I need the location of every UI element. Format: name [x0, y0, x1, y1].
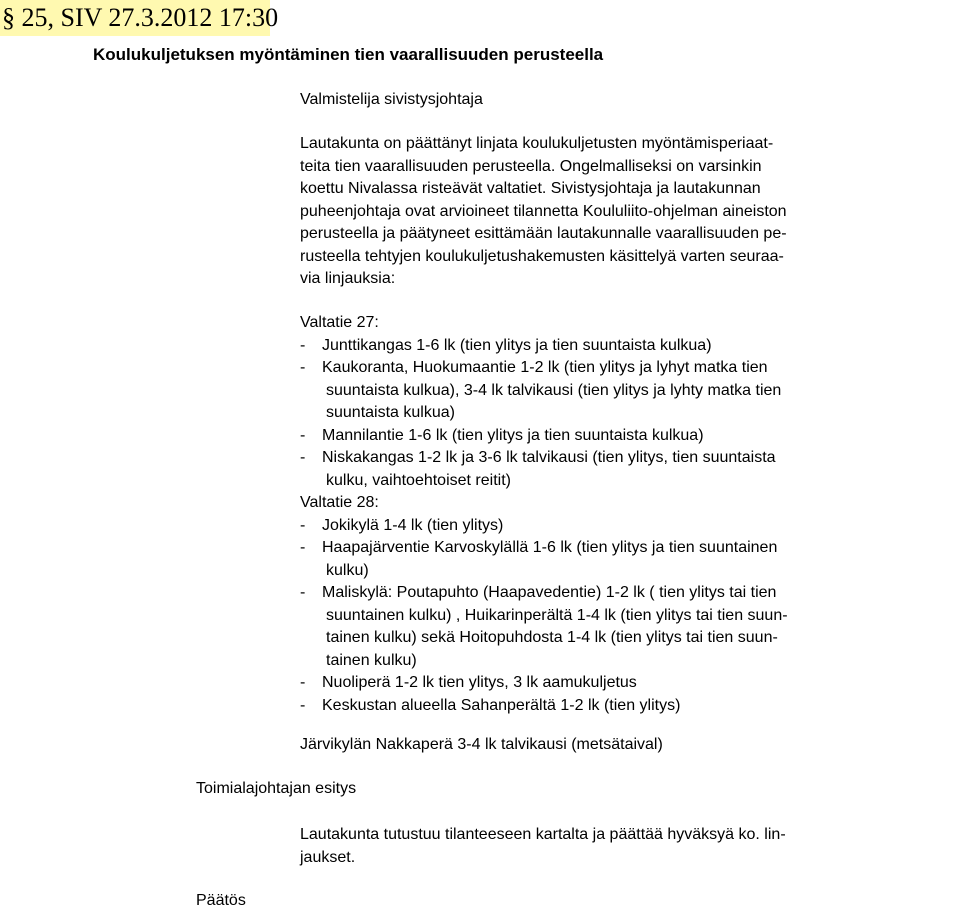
extra-note: Järvikylän Nakkaperä 3-4 lk talvikausi (metsätaival) [300, 736, 663, 753]
list-dash: - [300, 336, 306, 354]
item-line: Niskakangas 1-2 lk ja 3-6 lk talvikausi (tien ylitys, tien suuntaista [322, 449, 776, 466]
proposal-line: Lautakunta tutustuu tilanteeseen kartalta ja päättää hyväksyä ko. lin- [300, 826, 786, 843]
section-number: § 25, SIV 27.3.2012 17:30 [2, 3, 279, 32]
item-line: tainen kulku) [326, 651, 417, 669]
item-line: Nuoliperä 1-2 lk tien ylitys, 3 lk aamukuljetus [322, 674, 637, 691]
preparer-line: Valmistelija sivistysjohtaja [300, 91, 483, 108]
intro-paragraph [300, 133, 900, 291]
list-item [300, 357, 940, 425]
list-item [300, 515, 940, 538]
list-dash: - [300, 696, 306, 714]
road-list [300, 312, 940, 717]
item-line: suuntaista kulkua) [326, 404, 455, 421]
item-line: Jokikylä 1-4 lk (tien ylitys) [322, 516, 504, 534]
item-line: kulku) [326, 561, 369, 579]
list-dash: - [300, 674, 306, 691]
road-items [300, 515, 940, 718]
list-dash: - [300, 539, 306, 556]
list-dash: - [300, 449, 306, 466]
list-item [300, 582, 940, 672]
proposal-paragraph [300, 824, 920, 869]
list-item [300, 537, 940, 582]
intro-line: puheenjohtaja ovat arvioineet tilannetta Koululiito-ohjelman aineiston [300, 202, 787, 220]
item-line: Maliskylä: Poutapuhto (Haapavedentie) 1-2 lk ( tien ylitys tai tien [322, 584, 777, 601]
intro-line: via linjauksia: [300, 270, 396, 287]
list-dash: - [300, 426, 306, 444]
list-item [300, 672, 940, 695]
item-line: Junttikangas 1-6 lk (tien ylitys ja tien suuntaista kulkua) [322, 336, 712, 354]
item-line: tainen kulku) sekä Hoitopuhdosta 1-4 lk (tien ylitys tai tien suun- [326, 629, 778, 646]
item-line: Mannilantie 1-6 lk (tien ylitys ja tien suuntaista kulkua) [322, 426, 704, 444]
list-dash: - [300, 584, 306, 601]
road-heading: Valtatie 27: [300, 314, 379, 331]
item-line: suuntaista kulkua), 3-4 lk talvikausi (tien ylitys ja lyhty matka tien [326, 381, 782, 399]
proposal-line: jaukset. [300, 848, 356, 866]
item-line: suuntainen kulku) , Huikarinperältä 1-4 lk (tien ylitys tai tien suun- [326, 606, 788, 624]
intro-line: Lautakunta on päättänyt linjata koulukuljetusten myöntämisperiaat- [300, 135, 774, 152]
proposal-label: Toimialajohtajan esitys [196, 780, 357, 797]
intro-line: rusteella tehtyjen koulukuljetushakemusten käsittelyä varten seuraa- [300, 247, 784, 265]
item-line: Keskustan alueella Sahanperältä 1-2 lk (tien ylitys) [322, 696, 681, 714]
list-item [300, 695, 940, 718]
intro-line: perusteella ja päätyneet esittämään lautakunnalle vaarallisuuden pe- [300, 225, 787, 242]
road-items [300, 335, 940, 493]
list-item [300, 335, 940, 358]
intro-line: teita tien vaarallisuuden perusteella. Ongelmalliseksi on varsinkin [300, 157, 762, 175]
list-dash: - [300, 359, 306, 376]
decision-label: Päätös [196, 892, 246, 909]
item-line: Kaukoranta, Huokumaantie 1-2 lk (tien ylitys ja lyhyt matka tien [322, 359, 768, 376]
item-line: kulku, vaihtoehtoiset reitit) [326, 471, 511, 489]
list-item [300, 447, 940, 492]
road-heading: Valtatie 28: [300, 494, 379, 511]
item-line: Haapajärventie Karvoskylällä 1-6 lk (tien ylitys ja tien suuntainen [322, 539, 778, 556]
document-title: Koulukuljetuksen myöntäminen tien vaarallisuuden perusteella [93, 45, 604, 64]
list-item [300, 425, 940, 448]
list-dash: - [300, 516, 306, 534]
intro-line: koettu Nivalassa risteävät valtatiet. Sivistysjohtaja ja lautakunnan [300, 180, 761, 197]
